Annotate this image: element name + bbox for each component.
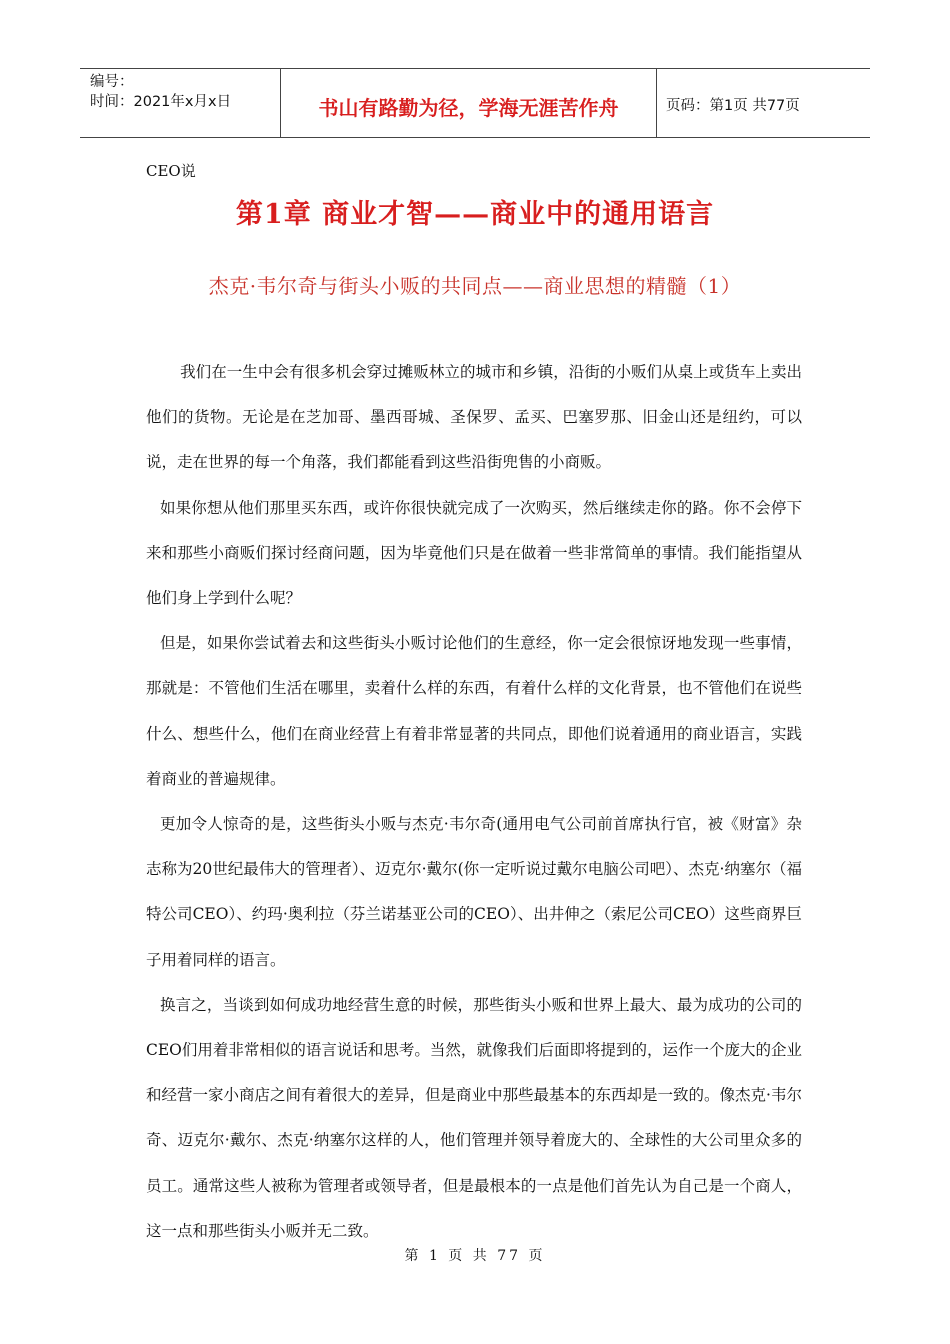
header-page-info: 页码：第1页 共77页 [666, 97, 800, 114]
paragraph-5: 换言之，当谈到如何成功地经营生意的时候，那些街头小贩和世界上最大、最为成功的公司的CEO们用着非常相似的语言说话和思考。当然，就像我们后面即将提到的，运作一个庞大的企业和经营一家小商店之间有着很大的差异，但是商业中那些最基本的东西却是一致的。像杰克·韦尔奇、迈克尔·戴尔、杰克·纳塞尔这样的人，他们管理并领导着庞大的、全球性的大公司里众多的员工。通常这些人被称为管理者或领导者，但是最根本的一点是他们首先认为自己是一个商人，这一点和那些街头小贩并无二致。 [146, 995, 802, 1240]
page-footer: 第 1 页 共 77 页 [404, 1248, 546, 1264]
paragraph-1: 我们在一生中会有很多机会穿过摊贩林立的城市和乡镇，沿街的小贩们从桌上或货车上卖出他们的货物。无论是在芝加哥、墨西哥城、圣保罗、孟买、巴塞罗那、旧金山还是纽约，可以说，走在世界的每一个角落，我们都能看到这些沿街兜售的小商贩。 [146, 363, 802, 472]
page-header [80, 68, 870, 138]
chapter-title: 第1章 商业才智——商业中的通用语言 [235, 199, 715, 230]
header-meta [80, 69, 281, 137]
intro-line: CEO说 [146, 162, 196, 180]
document-time: 时间：2021年x月x日 [90, 94, 232, 110]
body-text [146, 350, 802, 1254]
paragraph-4: 更加令人惊奇的是，这些街头小贩与杰克·韦尔奇(通用电气公司前首席执行官，被《财富》杂志称为20世纪最伟大的管理者）、迈克尔·戴尔(你一定听说过戴尔电脑公司吧）、杰克·纳塞尔（福特公司CEO）、约玛·奥利拉（芬兰诺基亚公司的CEO）、出井伸之（索尼公司CEO）这些商界巨子用着同样的语言。 [146, 815, 802, 969]
section-title: 杰克·韦尔奇与街头小贩的共同点——商业思想的精髓（1） [208, 274, 742, 298]
paragraph-2: 如果你想从他们那里买东西，或许你很快就完成了一次购买，然后继续走你的路。你不会停下来和那些小商贩们探讨经商问题，因为毕竟他们只是在做着一些非常简单的事情。我们能指望从他们身上学到什么呢？ [146, 498, 802, 608]
header-motto: 书山有路勤为径，学海无涯苦作舟 [281, 69, 657, 137]
document-number: 编号： [90, 74, 134, 90]
paragraph-3: 但是，如果你尝试着去和这些街头小贩讨论他们的生意经，你一定会很惊讶地发现一些事情，那就是：不管他们生活在哪里，卖着什么样的东西，有着什么样的文化背景，也不管他们在说些什么、想些什么，他们在商业经营上有着非常显著的共同点，即他们说着通用的商业语言，实践着商业的普遍规律。 [146, 634, 802, 788]
